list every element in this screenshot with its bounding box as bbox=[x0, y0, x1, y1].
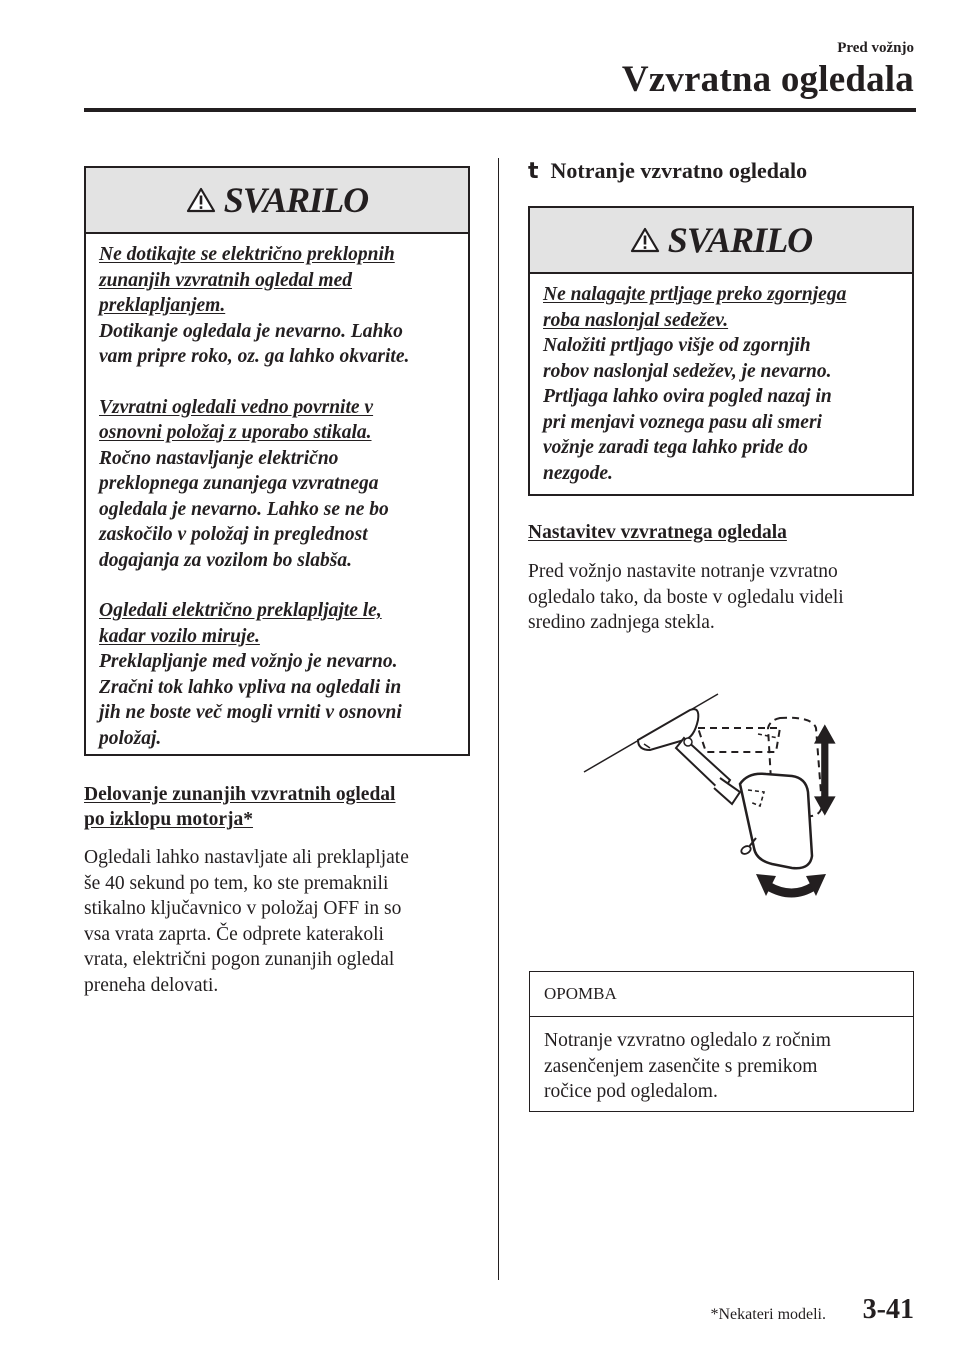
subheading-outside-mirrors: Delovanje zunanjih vzvratnih ogledal po izklopu motorja* bbox=[84, 784, 396, 830]
header-rule bbox=[84, 108, 916, 112]
warning-body bbox=[530, 274, 912, 496]
warning-lead: Vzvratni ogledali vedno povrnite v osnovni položaj z uporabo stikala. bbox=[99, 396, 374, 443]
warning-title: SVARILO bbox=[667, 220, 813, 260]
warning-box-right bbox=[528, 206, 914, 496]
warning-header bbox=[530, 208, 912, 274]
note-box bbox=[529, 971, 914, 1112]
warning-item: Ne nalagajte prtljage preko zgornjega roba naslonjal sedežev. Naložiti prtljago višje od zgornjih robov naslonjal sedežev, je nevarno. Prtljaga lahko ovira pogled nazaj in pri menjavi voznega pasu ali smeri vožnje zaradi tega lahko pride do nezgode. bbox=[543, 284, 847, 484]
warning-lead: Ne dotikajte se električno preklopnih zunanjih vzvratnih ogledal med preklapljanjem. bbox=[99, 244, 395, 316]
note-body: Notranje vzvratno ogledalo z ročnim zasenčenjem zasenčite s premikom ročice pod ogledalom. bbox=[544, 1030, 831, 1102]
section-bullet: t bbox=[528, 159, 539, 184]
warning-triangle-icon bbox=[630, 227, 660, 253]
subheading-mirror-adjust: Nastavitev vzvratnega ogledala bbox=[528, 522, 787, 543]
page-title: Vzvratna ogledala bbox=[621, 59, 914, 100]
paragraph-outside-mirrors: Ogledali lahko nastavljate ali preklapljate še 40 sekund po tem, ko ste premaknili stikalno ključavnico v položaj OFF in so vsa vrata zaprta. Če odprete katerakoli vrata, električni pogon zunanjih ogledal preneha delovati. bbox=[84, 847, 409, 996]
chapter-label: Pred vožnjo bbox=[837, 40, 914, 56]
warning-title: SVARILO bbox=[223, 180, 369, 220]
note-title: OPOMBA bbox=[530, 972, 913, 1017]
warning-lead: Ogledali električno preklapljajte le, kadar vozilo miruje. bbox=[99, 600, 382, 647]
warning-item-3: Ogledali električno preklapljajte le, kadar vozilo miruje. Preklapljanje med vožnjo je nevarno. Zračni tok lahko vpliva na ogledali in jih ne boste več mogli vrniti v osnovni položaj. bbox=[99, 600, 402, 749]
warning-body bbox=[86, 234, 468, 761]
warning-item-1: Ne dotikajte se električno preklopnih zunanjih vzvratnih ogledal med preklapljanjem. Dotikanje ogledala je nevarno. Lahko vam pripre roko, oz. ga lahko okvarite. bbox=[99, 244, 410, 367]
warning-triangle-icon bbox=[186, 187, 216, 213]
warning-box-left bbox=[84, 166, 470, 756]
footnote: *Nekateri modeli. bbox=[710, 1306, 826, 1323]
column-divider bbox=[498, 158, 499, 1280]
warning-lead: Ne nalagajte prtljage preko zgornjega roba naslonjal sedežev. bbox=[543, 284, 847, 331]
warning-item-2: Vzvratni ogledali vedno povrnite v osnovni položaj z uporabo stikala. Ročno nastavljanje električno preklopnega zunanjega vzvratnega ogledala je nevarno. Lahko se ne bo zaskočilo v položaj in preglednost dogajanja za vozilom bo slabša. bbox=[99, 396, 389, 571]
page-number: 3-41 bbox=[862, 1294, 914, 1325]
rearview-mirror-adjust-illustration bbox=[580, 688, 840, 908]
paragraph-mirror-adjust: Pred vožnjo nastavite notranje vzvratno ogledalo tako, da boste v ogledalu videli sredino zadnjega stekla. bbox=[528, 561, 844, 633]
warning-header bbox=[86, 168, 468, 234]
section-heading: t Notranje vzvratno ogledalo bbox=[528, 158, 808, 184]
